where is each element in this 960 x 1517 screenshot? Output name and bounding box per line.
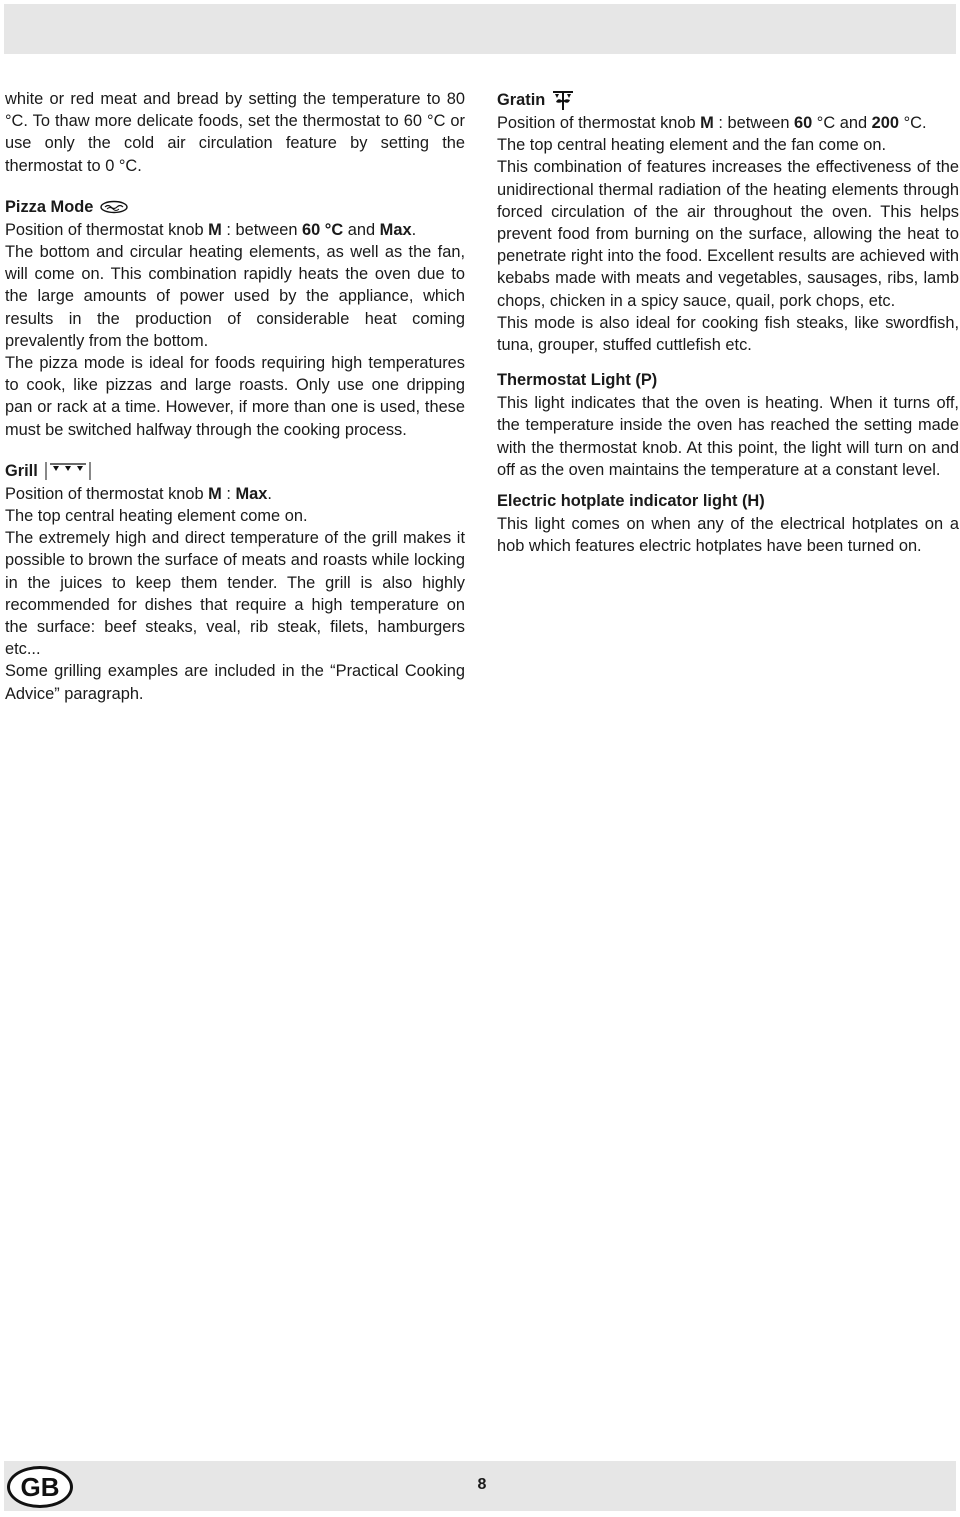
grill-element: The top central heating element come on. — [5, 507, 308, 526]
pizza-and-text: and — [343, 220, 380, 239]
gratin-position-text: Position of thermostat knob — [497, 114, 701, 132]
gratin-heading — [497, 88, 959, 112]
gratin-knob-label: M — [700, 114, 714, 132]
pizza-mode-heading — [5, 195, 465, 219]
pizza-knob-label: M — [208, 220, 222, 239]
pizza-position-text: Position of thermostat knob — [5, 220, 209, 239]
gratin-min-temp: 60 — [794, 114, 813, 132]
gratin-title: Gratin — [497, 91, 546, 109]
hotplate-light-title: Electric hotplate indicator light (H) — [497, 492, 765, 511]
grill-position — [5, 483, 465, 505]
gratin-unit: °C. — [899, 114, 927, 132]
gratin-description: This combination of features increases the effectiveness of the unidirectional thermal radiation of the heating elements through forced circulation of the air throughout the oven. This helps prevent food from burning on the surface, allowing the heat to penetrate right into the food. Excellent results are achieved with kebabs made with meats and vegetables, sausages, ribs, lamb chops, chicken in a spicy sauce, quail, pork chops, etc. — [497, 158, 959, 310]
pizza-mode-usage: The pizza mode is ideal for foods requiring high temperatures to cook, like pizzas and large roasts. Only use one dripping pan or rack at a time. However, if more than one is used, these must be switched halfway through the cooking process. — [5, 354, 465, 439]
hotplate-light-heading — [497, 489, 959, 513]
grill-examples: Some grilling examples are included in the “Practical Cooking Advice” paragraph. — [5, 662, 465, 703]
pizza-icon — [99, 200, 129, 214]
grill-description: The extremely high and direct temperature of the grill makes it possible to brown the surface of meats and roasts while locking in the juices to keep them tender. The grill is also highly recommended for dishes that require a high temperature on the surface: beef steaks, veal, rib steak, filets, hamburgers etc... — [5, 529, 465, 659]
grill-heading — [5, 459, 465, 483]
hotplate-light-text: This light comes on when any of the electrical hotplates on a hob which features electric hotplates have been turned on. — [497, 515, 959, 556]
header-band — [4, 4, 956, 54]
gratin-max-temp: 200 — [871, 114, 900, 132]
gratin-position — [497, 112, 959, 134]
pizza-period: . — [411, 220, 417, 239]
grill-knob-label: M — [208, 484, 222, 503]
intro-paragraph: white or red meat and bread by setting the temperature to 80 °C. To thaw more delicate foods, set the thermostat to 60 °C or use only the cold air circulation feature by setting the thermostat to 0 °C. — [5, 90, 465, 175]
pizza-min-temp: 60 °C — [302, 220, 344, 239]
pizza-mode-title: Pizza Mode — [5, 197, 94, 216]
gratin-between-text: : between — [713, 114, 795, 132]
gratin-fish: This mode is also ideal for cooking fish steaks, like swordfish, tuna, grouper, stuffed cuttlefish etc. — [497, 313, 959, 355]
pizza-mode-position — [5, 219, 465, 241]
grill-max-temp: Max — [235, 484, 268, 503]
right-column — [497, 88, 959, 557]
left-column — [5, 88, 465, 705]
grill-colon: : — [221, 484, 236, 503]
thermostat-light-heading — [497, 368, 959, 392]
gratin-elements: The top central heating element and the fan come on. — [497, 136, 887, 155]
pizza-max-temp: Max — [379, 220, 412, 239]
grill-icon — [44, 461, 92, 481]
gratin-and-text: °C and — [812, 114, 872, 132]
pizza-between-text: : between — [221, 220, 303, 239]
thermostat-light-title: Thermostat Light (P) — [497, 371, 658, 390]
language-badge: GB — [7, 1466, 73, 1508]
grill-period: . — [267, 484, 272, 503]
gratin-icon — [551, 89, 575, 111]
thermostat-light-text: This light indicates that the oven is heating. When it turns off, the temperature inside the oven has reached the setting made with the thermostat knob. At this point, the light will turn on and off as the oven maintains the temperature at a constant level. — [497, 394, 959, 479]
page-number: 8 — [477, 1476, 487, 1493]
pizza-mode-description: The bottom and circular heating elements, as well as the fan, will come on. This combination rapidly heats the oven due to the large amounts of power used by the appliance, which results in the production of considerable heat coming prevalently from the bottom. — [5, 243, 465, 350]
grill-position-text: Position of thermostat knob — [5, 484, 209, 503]
grill-title: Grill — [5, 461, 38, 480]
